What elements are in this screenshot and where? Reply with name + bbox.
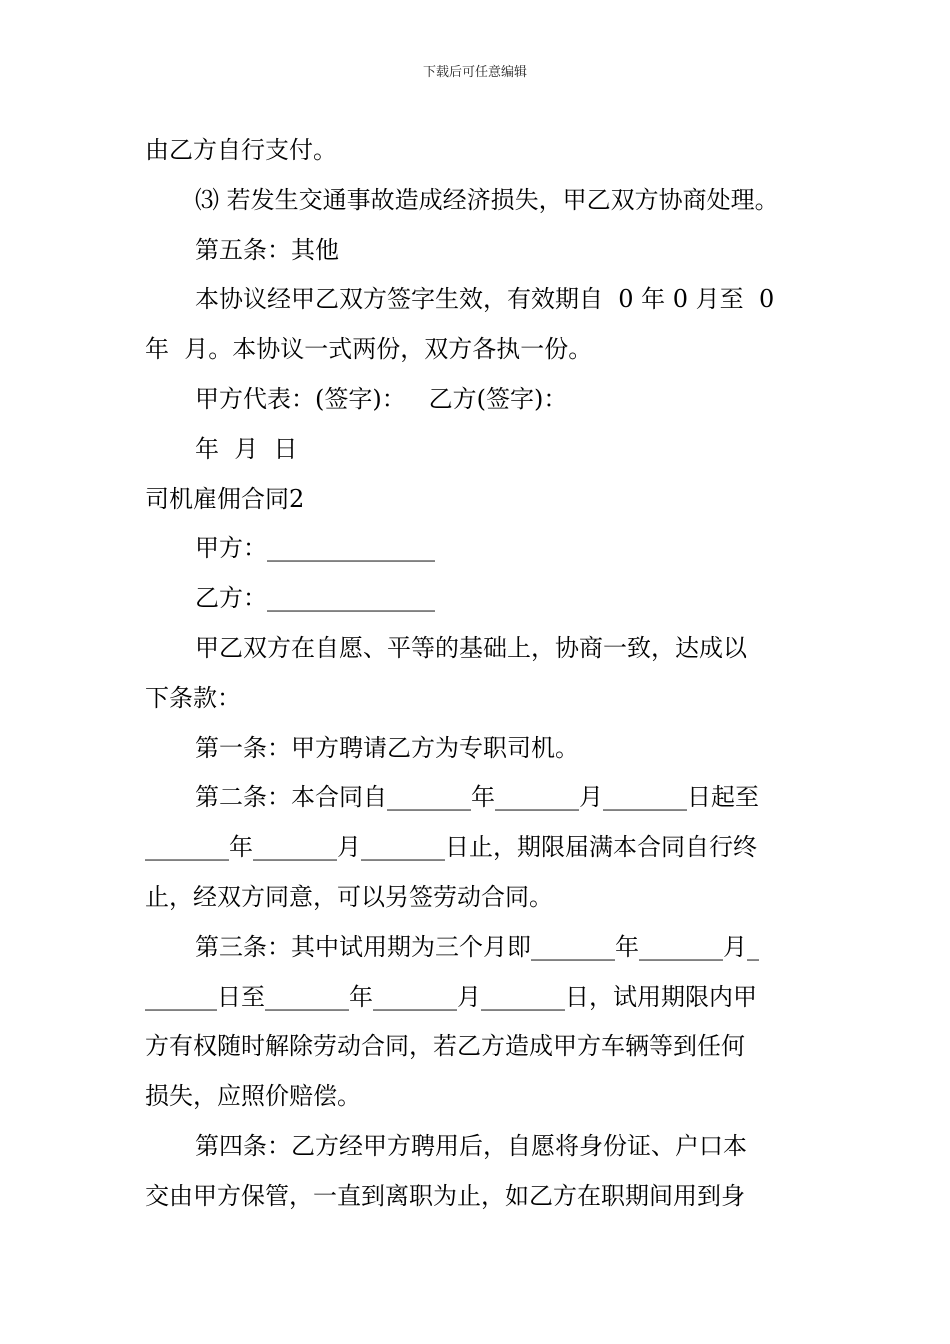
text-line: 第二条：本合同自_______年_______月_______日起至 <box>195 783 759 812</box>
text-line: 乙方：______________ <box>195 584 435 613</box>
text-line: ⑶ 若发生交通事故造成经济损失，甲乙双方协商处理。 <box>195 185 779 214</box>
text-line: 第三条：其中试用期为三个月即_______年_______月_ <box>195 932 759 961</box>
text-line: 年 月。本协议一式两份，双方各执一份。 <box>145 335 593 364</box>
text-line: 下条款： <box>145 683 241 712</box>
text-line: 甲方：______________ <box>195 534 435 563</box>
document-body <box>145 126 810 1222</box>
text-line: 司机雇佣合同2 <box>145 484 305 513</box>
text-line: ______日至_______年_______月_______日，试用期限内甲 <box>145 982 757 1011</box>
text-line: 方有权随时解除劳动合同，若乙方造成甲方车辆等到任何 <box>145 1032 745 1061</box>
text-line: 由乙方自行支付。 <box>145 136 337 164</box>
text-line: _______年_______月_______日止，期限届满本合同自行终 <box>145 833 757 862</box>
text-line: 交由甲方保管，一直到离职为止，如乙方在职期间用到身 <box>145 1181 745 1210</box>
page-header-note: 下载后可任意编辑 <box>422 65 527 80</box>
text-line: 止，经双方同意，可以另签劳动合同。 <box>145 882 553 911</box>
text-line: 年 月 日 <box>195 434 298 463</box>
text-line: 本协议经甲乙双方签字生效，有效期自 0 年 0 月至 0 <box>195 285 775 314</box>
text-line: 甲乙双方在自愿、平等的基础上，协商一致，达成以 <box>195 633 747 662</box>
text-line: 第四条：乙方经甲方聘用后，自愿将身份证、户口本 <box>195 1131 747 1160</box>
text-line: 甲方代表：(签字)： 乙方(签字)： <box>195 384 568 413</box>
text-line: 损失，应照价赔偿。 <box>145 1082 361 1111</box>
text-line: 第五条：其他 <box>195 235 339 264</box>
text-line: 第一条：甲方聘请乙方为专职司机。 <box>195 733 579 762</box>
